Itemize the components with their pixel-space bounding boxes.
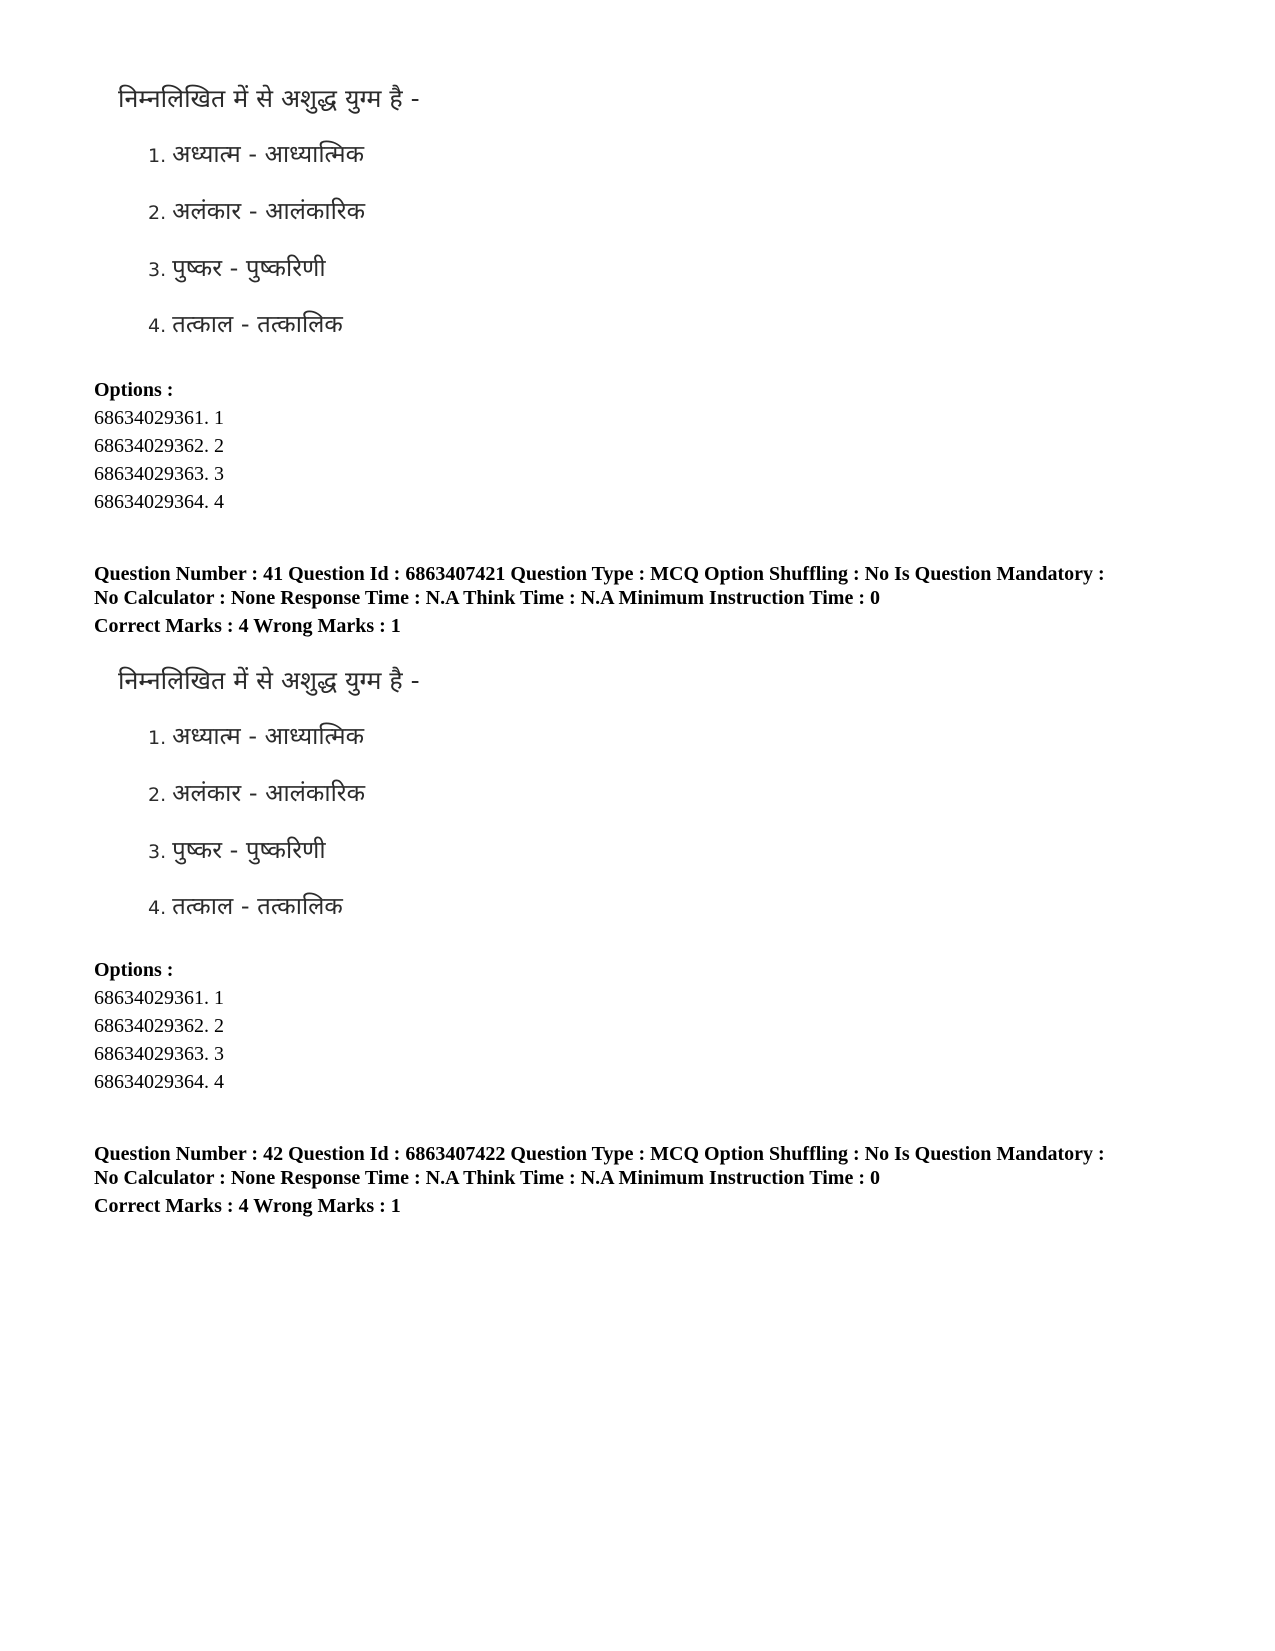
option-4: 68634029364. 4 xyxy=(94,491,224,513)
question-item-4 xyxy=(148,890,343,924)
question-marks: Correct Marks : 4 Wrong Marks : 1 xyxy=(94,1195,401,1217)
question-stem: निम्नलिखित में से अशुद्ध युग्म है - xyxy=(118,84,420,113)
question-item-1 xyxy=(148,720,364,754)
question-meta-line2: No Calculator : None Response Time : N.A Think Time : N.A Minimum Instruction Time : 0 xyxy=(94,587,880,609)
option-1: 68634029361. 1 xyxy=(94,987,224,1009)
item-number: 4. xyxy=(148,897,167,919)
item-text: तत्काल - तत्कालिक xyxy=(172,310,343,338)
option-3: 68634029363. 3 xyxy=(94,463,224,485)
question-item-3 xyxy=(148,834,326,868)
question-meta-line1: Question Number : 42 Question Id : 6863407422 Question Type : MCQ Option Shuffling : No Is Question Mandatory : xyxy=(94,1143,1105,1165)
question-image-q41 xyxy=(118,664,538,934)
item-number: 1. xyxy=(148,727,167,749)
options-label: Options : xyxy=(94,959,174,981)
option-2: 68634029362. 2 xyxy=(94,435,224,457)
question-item-2 xyxy=(148,195,365,229)
item-number: 3. xyxy=(148,841,167,863)
option-2: 68634029362. 2 xyxy=(94,1015,224,1037)
item-text: अध्यात्म - आध्यात्मिक xyxy=(172,140,365,168)
item-text: तत्काल - तत्कालिक xyxy=(172,892,343,920)
item-text: पुष्कर - पुष्करिणी xyxy=(172,836,326,864)
item-text: अध्यात्म - आध्यात्मिक xyxy=(172,722,365,750)
item-number: 2. xyxy=(148,784,167,806)
item-text: अलंकार - आलंकारिक xyxy=(172,779,366,807)
item-number: 3. xyxy=(148,259,167,281)
item-text: अलंकार - आलंकारिक xyxy=(172,197,366,225)
item-number: 2. xyxy=(148,202,167,224)
option-4: 68634029364. 4 xyxy=(94,1071,224,1093)
question-item-1 xyxy=(148,138,364,172)
question-image-block1 xyxy=(118,82,538,352)
question-meta-line2: No Calculator : None Response Time : N.A Think Time : N.A Minimum Instruction Time : 0 xyxy=(94,1167,880,1189)
options-label: Options : xyxy=(94,379,174,401)
item-number: 4. xyxy=(148,315,167,337)
question-item-3 xyxy=(148,252,326,286)
item-number: 1. xyxy=(148,145,167,167)
question-stem: निम्नलिखित में से अशुद्ध युग्म है - xyxy=(118,666,420,695)
item-text: पुष्कर - पुष्करिणी xyxy=(172,254,326,282)
option-1: 68634029361. 1 xyxy=(94,407,224,429)
question-item-4 xyxy=(148,308,343,342)
option-3: 68634029363. 3 xyxy=(94,1043,224,1065)
question-meta-line1: Question Number : 41 Question Id : 6863407421 Question Type : MCQ Option Shuffling : No Is Question Mandatory : xyxy=(94,563,1105,585)
question-item-2 xyxy=(148,777,365,811)
question-marks: Correct Marks : 4 Wrong Marks : 1 xyxy=(94,615,401,637)
